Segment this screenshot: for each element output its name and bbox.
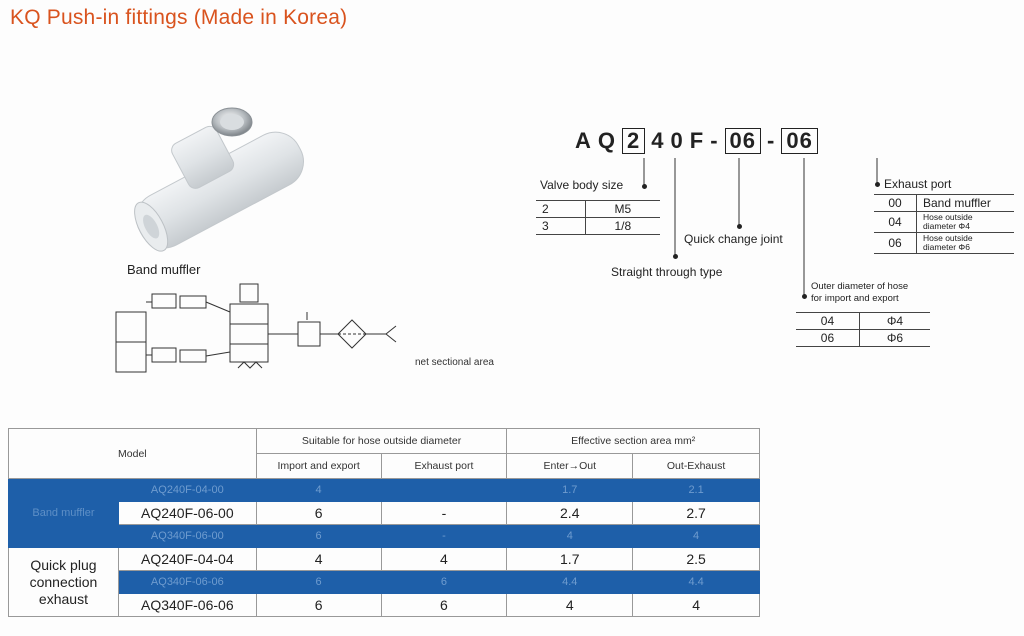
valve-code: 2 <box>536 201 585 218</box>
table-row <box>9 548 760 571</box>
exhaust-port-table <box>874 194 1014 254</box>
model-cell: AQ240F-04-04 <box>118 548 256 571</box>
code-char-boxed: 06 <box>781 128 817 154</box>
code-char: F <box>689 128 705 153</box>
valve-size: M5 <box>585 201 660 218</box>
enter-out-cell: 2.4 <box>507 502 633 525</box>
outer-dia: Φ4 <box>859 313 930 330</box>
valve-size: 1/8 <box>585 218 660 235</box>
band-muffler-label: Band muffler <box>127 262 201 277</box>
group-label-line: connection <box>29 573 98 590</box>
page-title: KQ Push-in fittings (Made in Korea) <box>10 6 348 29</box>
table-row <box>536 218 660 235</box>
code-char: 0 <box>670 128 684 153</box>
out-exhaust-cell: 2.1 <box>633 479 760 502</box>
outer-code: 06 <box>796 330 859 347</box>
code-char: A <box>575 128 592 153</box>
table-row <box>9 525 760 548</box>
exhaust-port-label: Exhaust port <box>884 177 952 191</box>
header-hose: Suitable for hose outside diameter <box>256 429 507 454</box>
header-effective: Effective section area mm² <box>507 429 760 454</box>
table-row <box>796 313 930 330</box>
table-row <box>9 571 760 594</box>
model-cell: AQ340F-06-06 <box>118 594 256 617</box>
outer-diameter-label-2: for import and export <box>811 293 899 304</box>
enter-out-cell: 4 <box>507 594 633 617</box>
enter-out-cell: 1.7 <box>507 479 633 502</box>
import-export-cell: 6 <box>256 502 381 525</box>
code-char-boxed: 2 <box>622 128 645 154</box>
enter-out-cell: 4 <box>507 525 633 548</box>
exhaust-code: 06 <box>874 233 917 254</box>
header-model: Model <box>9 429 257 479</box>
import-export-cell: 6 <box>256 571 381 594</box>
quick-change-joint-label: Quick change joint <box>684 232 783 246</box>
out-exhaust-cell: 4 <box>633 525 760 548</box>
valve-code: 3 <box>536 218 585 235</box>
exhaust-code: 00 <box>874 195 917 212</box>
net-sectional-area-label: net sectional area <box>415 357 494 368</box>
exhaust-code: 04 <box>874 212 917 233</box>
exhaust-desc: Hose outside diameter Φ4 <box>917 212 1015 233</box>
valve-body-size-label: Valve body size <box>540 178 624 192</box>
import-export-cell: 4 <box>256 479 381 502</box>
header-import-export: Import and export <box>256 454 381 479</box>
outer-diameter-label-1: Outer diameter of hose <box>811 281 909 292</box>
out-exhaust-cell: 2.7 <box>633 502 760 525</box>
model-cell: AQ240F-04-00 <box>118 479 256 502</box>
exhaust-cell: 6 <box>381 594 507 617</box>
leader-dot <box>875 182 880 187</box>
table-row <box>874 195 1014 212</box>
enter-out-cell: 1.7 <box>507 548 633 571</box>
group-label-line: Quick plug <box>30 556 97 573</box>
out-exhaust-cell: 4 <box>633 594 760 617</box>
code-char: Q <box>597 128 617 153</box>
group-label-line: exhaust <box>38 590 88 607</box>
code-char: 4 <box>651 128 665 153</box>
exhaust-cell: - <box>381 525 507 548</box>
exhaust-desc: Band muffler <box>917 195 1015 212</box>
header-enter-out: Enter→Out <box>507 454 633 479</box>
enter-out-cell: 4.4 <box>507 571 633 594</box>
table-header-row <box>9 429 760 454</box>
outer-diameter-table <box>796 312 930 347</box>
outer-dia: Φ6 <box>859 330 930 347</box>
table-row <box>874 212 1014 233</box>
model-cell: AQ240F-06-00 <box>118 502 256 525</box>
table-row <box>536 201 660 218</box>
exhaust-cell <box>381 479 507 502</box>
exhaust-cell: 4 <box>381 548 507 571</box>
import-export-cell: 4 <box>256 548 381 571</box>
exhaust-desc: Hose outside diameter Φ6 <box>917 233 1015 254</box>
group-band-muffler: Band muffler <box>9 479 119 548</box>
exhaust-cell: 6 <box>381 571 507 594</box>
leader-dot <box>737 224 742 229</box>
valve-size-table <box>536 200 660 235</box>
table-row <box>9 502 760 525</box>
table-row <box>9 594 760 617</box>
out-exhaust-cell: 4.4 <box>633 571 760 594</box>
exhaust-cell: - <box>381 502 507 525</box>
header-exhaust: Exhaust port <box>381 454 507 479</box>
straight-through-label: Straight through type <box>611 265 723 279</box>
out-exhaust-cell: 2.5 <box>633 548 760 571</box>
part-number-code <box>575 126 818 156</box>
model-cell: AQ340F-06-00 <box>118 525 256 548</box>
outer-code: 04 <box>796 313 859 330</box>
code-char: - <box>767 128 776 153</box>
pneumatic-schematic-diagram <box>112 282 412 382</box>
spec-table <box>8 428 760 617</box>
table-row <box>796 330 930 347</box>
table-row <box>9 479 760 502</box>
import-export-cell: 6 <box>256 525 381 548</box>
code-char: - <box>710 128 719 153</box>
group-quick-plug <box>9 548 119 617</box>
leader-dot <box>673 254 678 259</box>
fitting-product-image <box>120 100 320 280</box>
code-char-boxed: 06 <box>725 128 761 154</box>
model-cell: AQ340F-06-06 <box>118 571 256 594</box>
import-export-cell: 6 <box>256 594 381 617</box>
header-out-exhaust: Out-Exhaust <box>633 454 760 479</box>
table-row <box>874 233 1014 254</box>
leader-dot <box>642 184 647 189</box>
leader-dot <box>802 294 807 299</box>
